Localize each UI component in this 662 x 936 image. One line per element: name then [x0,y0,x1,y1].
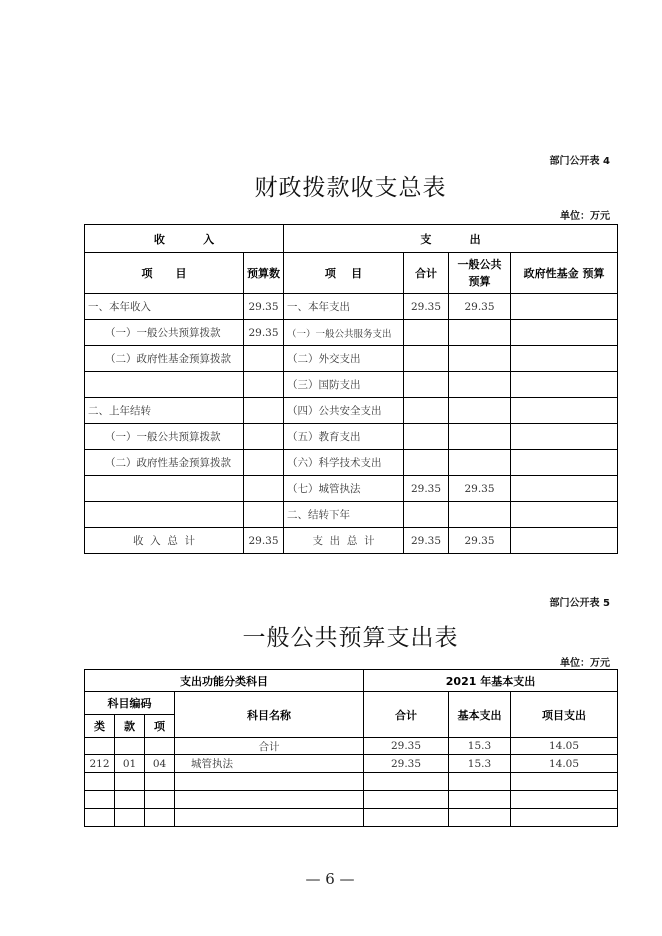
expense-fund-total [511,528,618,554]
code-lei: 212 [85,755,115,773]
expense-total: 29.35 [404,294,449,320]
col-expense-item: 项 目 [284,253,404,294]
basic-value: 15.3 [449,738,511,755]
table5-tag: 部门公开表 5 [549,598,610,609]
income-item [85,372,244,398]
total-value: 29.35 [364,755,449,773]
expense-general [449,372,511,398]
expense-fund [511,502,618,528]
income-item: （二）政府性基金预算拨款 [85,346,244,372]
table-row [85,502,618,528]
expense-general [449,398,511,424]
expense-item: （五）教育支出 [284,424,404,450]
code-xiang: 04 [145,755,175,773]
expense-item: （四）公共安全支出 [284,398,404,424]
col-expense-general: 一般公共预算 [449,253,511,294]
income-total-value: 29.35 [244,528,284,554]
income-item: （二）政府性基金预算拨款 [85,450,244,476]
expense-fund [511,346,618,372]
expense-total [404,398,449,424]
subject-name [175,773,364,791]
col-subject-name: 科目名称 [175,692,364,738]
code-kuan: 01 [115,755,145,773]
code-kuan [115,791,145,809]
project-value [511,773,618,791]
basic-value [449,809,511,827]
expense-fund [511,372,618,398]
project-value: 14.05 [511,755,618,773]
income-item [85,476,244,502]
expense-total [404,320,449,346]
expense-item: 一、本年支出 [284,294,404,320]
income-budget [244,346,284,372]
income-item: 一、本年收入 [85,294,244,320]
table4-title: 财政拨款收支总表 [254,175,447,201]
income-budget: 29.35 [244,294,284,320]
basic-value [449,791,511,809]
expense-general-total: 29.35 [449,528,511,554]
col-income-item: 项 目 [85,253,244,294]
code-xiang [145,738,175,755]
col-total: 合计 [364,692,449,738]
table-row [85,809,618,827]
code-header: 科目编码 [85,692,175,715]
expense-general [449,346,511,372]
expense-general [449,320,511,346]
income-item: 二、上年结转 [85,398,244,424]
col-lei: 类 [85,715,115,738]
col-basic-expense: 基本支出 [449,692,511,738]
total-value [364,809,449,827]
expense-total [404,424,449,450]
expense-fund [511,294,618,320]
expense-general [449,502,511,528]
project-value [511,791,618,809]
income-budget [244,424,284,450]
income-total-label: 收 入 总 计 [85,528,244,554]
income-budget [244,372,284,398]
subject-name: 合计 [175,738,364,755]
table-row [85,476,618,502]
expense-total: 29.35 [404,476,449,502]
table5-title: 一般公共预算支出表 [242,625,459,651]
table-row [85,791,618,809]
col-project-expense: 项目支出 [511,692,618,738]
income-budget [244,502,284,528]
table-row [85,755,618,773]
expense-total [404,346,449,372]
code-lei [85,791,115,809]
code-kuan [115,773,145,791]
page-number: — 6 — [305,870,355,888]
expense-total-label: 支 出 总 计 [284,528,404,554]
subject-name [175,809,364,827]
table-row [85,424,618,450]
table4-unit: 单位：万元 [560,211,610,222]
code-lei [85,809,115,827]
total-value: 29.35 [364,738,449,755]
expense-general: 29.35 [449,294,511,320]
code-xiang [145,773,175,791]
table-row [85,320,618,346]
income-item: （一）一般公共预算拨款 [85,320,244,346]
expense-item: （六）科学技术支出 [284,450,404,476]
expense-fund [511,476,618,502]
income-budget: 29.35 [244,320,284,346]
table4-tag: 部门公开表 4 [549,156,610,167]
general-public-budget-table [84,669,618,827]
income-budget [244,398,284,424]
table-row [85,346,618,372]
code-kuan [115,738,145,755]
income-budget [244,450,284,476]
expense-general [449,424,511,450]
col-income-budget: 预算数 [244,253,284,294]
col-xiang: 项 [145,715,175,738]
subject-name: 城管执法 [175,755,364,773]
table-row [85,398,618,424]
expense-item: （七）城管执法 [284,476,404,502]
basic-value: 15.3 [449,755,511,773]
fiscal-appropriation-table [84,224,618,554]
col-kuan: 款 [115,715,145,738]
totals-row [85,528,618,554]
function-classification-header: 支出功能分类科目 [85,670,364,692]
expense-total-value: 29.35 [404,528,449,554]
expense-item: （一）一般公共服务支出 [284,320,404,346]
expense-fund [511,450,618,476]
expense-fund [511,320,618,346]
total-value [364,791,449,809]
expense-item: 二、结转下年 [284,502,404,528]
basic-expense-year-header: 2021 年基本支出 [364,670,618,692]
expense-total [404,372,449,398]
code-lei [85,738,115,755]
expense-total [404,502,449,528]
subject-name [175,791,364,809]
table-row [85,294,618,320]
expense-item: （三）国防支出 [284,372,404,398]
table5-unit: 单位：万元 [560,658,610,669]
col-expense-total: 合计 [404,253,449,294]
table-row [85,773,618,791]
income-header: 收 入 [85,225,284,253]
income-item [85,502,244,528]
code-xiang [145,791,175,809]
code-kuan [115,809,145,827]
basic-value [449,773,511,791]
table-row [85,738,618,755]
table-row [85,372,618,398]
project-value [511,809,618,827]
col-expense-fund: 政府性基金 预算 [511,253,618,294]
income-budget [244,476,284,502]
expense-general: 29.35 [449,476,511,502]
expense-fund [511,424,618,450]
expense-item: （二）外交支出 [284,346,404,372]
expense-general [449,450,511,476]
code-lei [85,773,115,791]
expense-fund [511,398,618,424]
income-item: （一）一般公共预算拨款 [85,424,244,450]
code-xiang [145,809,175,827]
total-value [364,773,449,791]
expense-header: 支 出 [284,225,618,253]
expense-total [404,450,449,476]
project-value: 14.05 [511,738,618,755]
table-row [85,450,618,476]
